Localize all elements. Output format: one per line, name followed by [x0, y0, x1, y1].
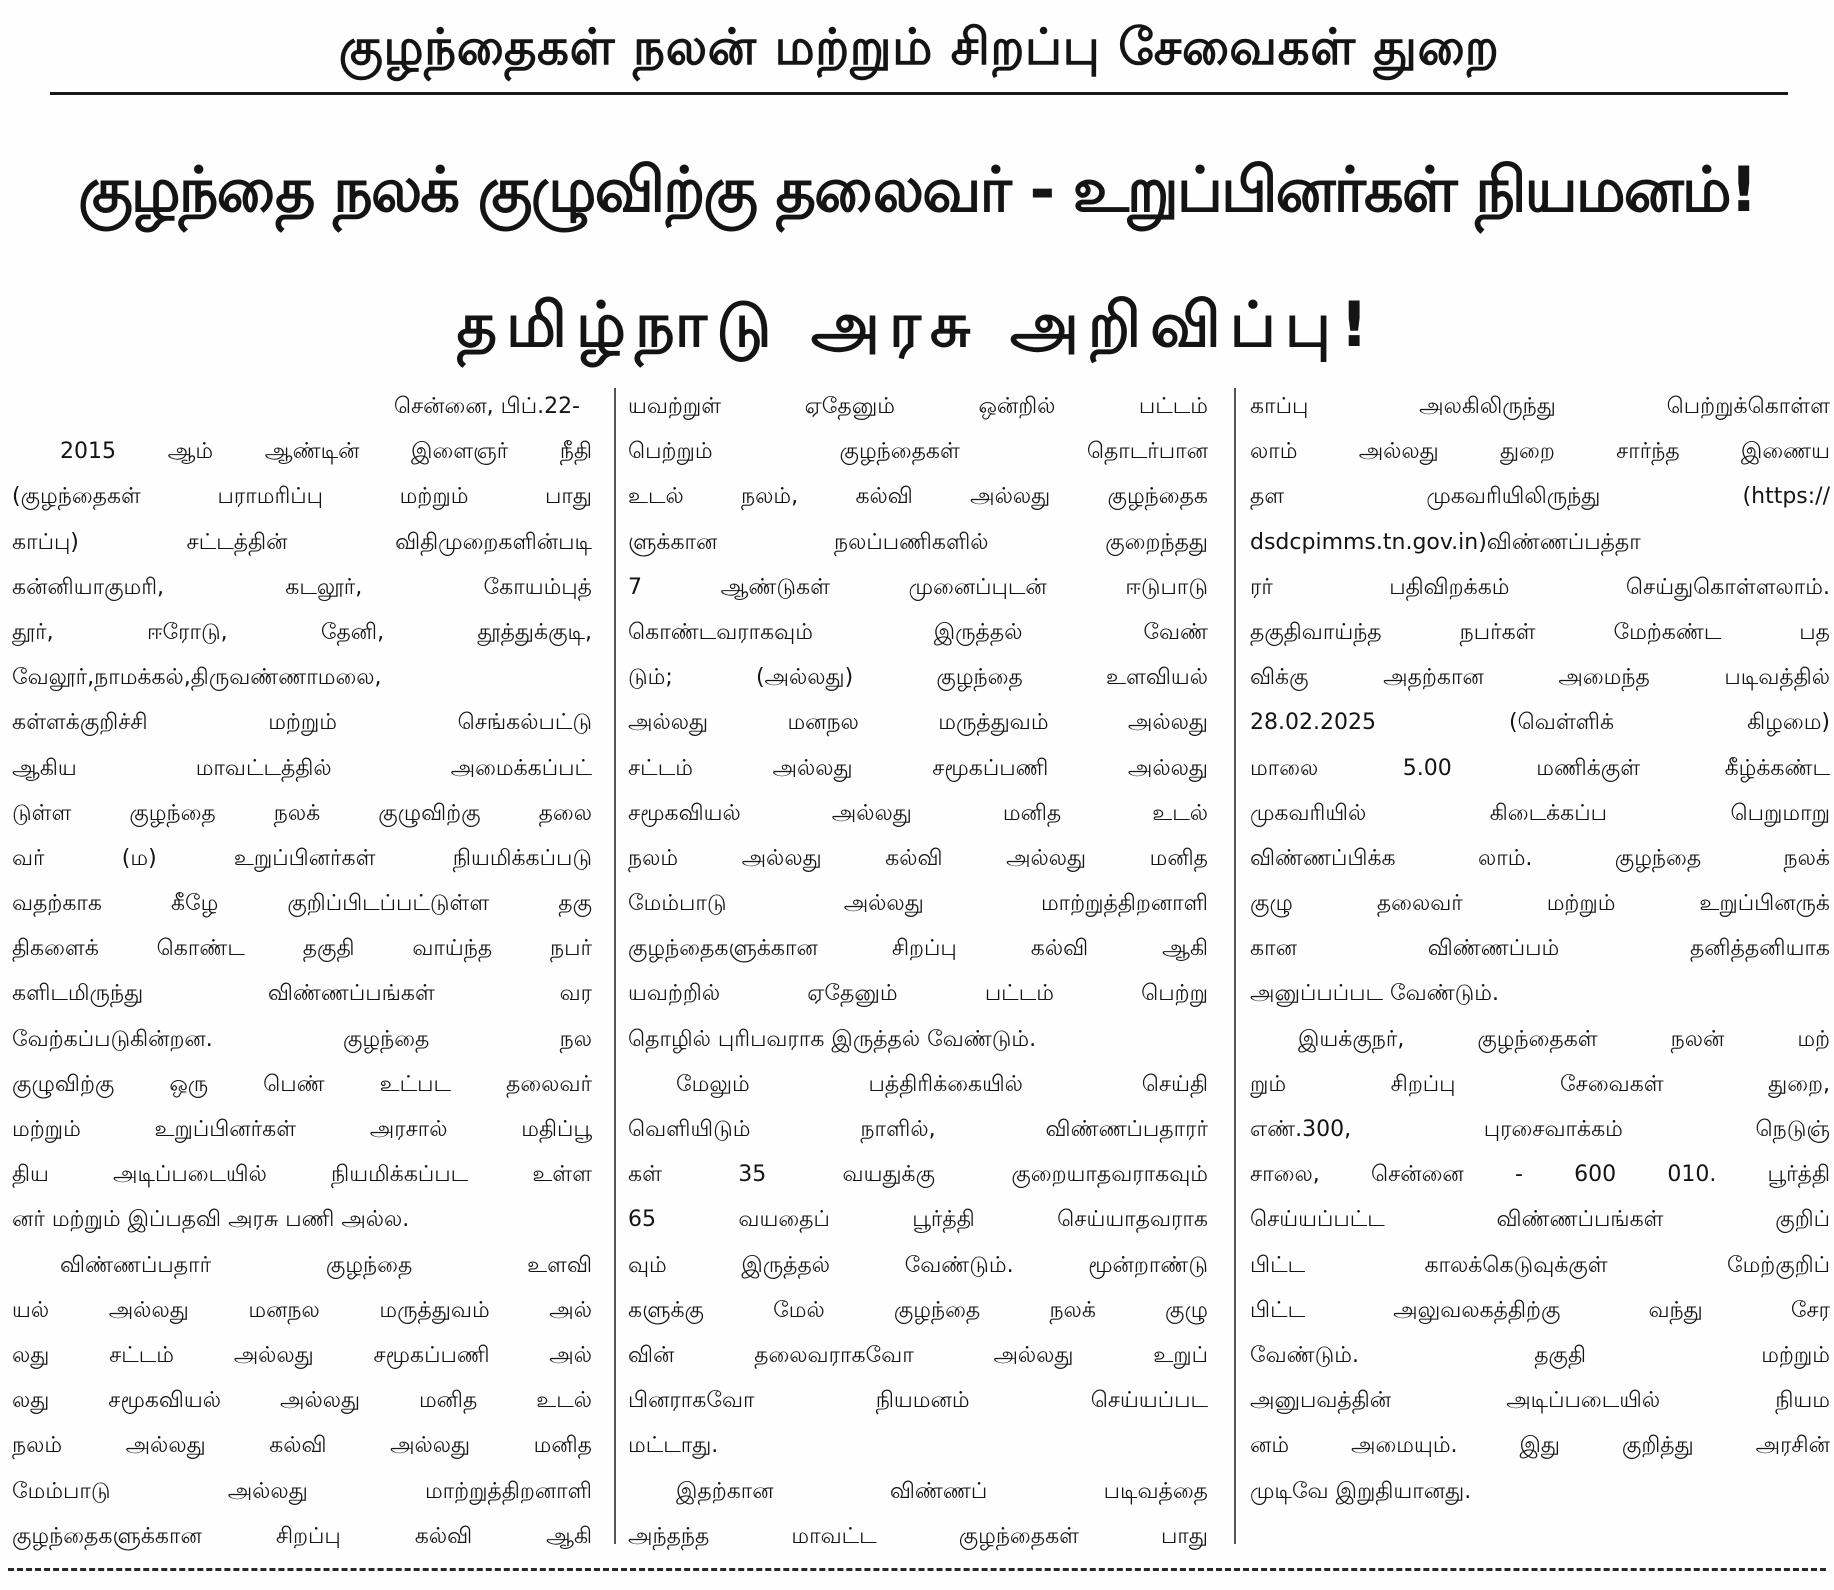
text-line: அனுபவத்தின் அடிப்படையில் நியம: [1250, 1388, 1830, 1414]
text-line: குழு தலைவர் மற்றும் உறுப்பினருக்: [1250, 891, 1830, 917]
text-line: னம் அமையும். இது குறித்து அரசின்: [1250, 1433, 1830, 1459]
sub-headline: தமிழ்நாடு அரசு அறிவிப்பு!: [456, 288, 1378, 361]
text-line: தூர், ஈரோடு, தேனி, தூத்துக்குடி,: [12, 619, 592, 645]
text-line: மற்றும் உறுப்பினர்கள் அரசால் மதிப்பூ: [12, 1117, 592, 1142]
text-line: வேலூர்,நாமக்கல்,திருவண்ணாமலை,: [12, 665, 382, 691]
text-line: 7 ஆண்டுகள் முனைப்புடன் ஈடுபாடு: [628, 574, 1208, 600]
column-divider: [614, 388, 616, 1544]
text-line: பினராகவோ நியமனம் செய்யப்பட: [628, 1388, 1208, 1414]
bottom-dashed-rule: [8, 1568, 1826, 1571]
text-line: றும் சிறப்பு சேவைகள் துறை,: [1250, 1071, 1830, 1097]
text-line: விண்ணப்பதார் குழந்தை உளவி: [60, 1252, 592, 1278]
text-line: வின் தலைவராகவோ அல்லது உறுப்: [628, 1342, 1208, 1368]
text-line: முகவரியில் கிடைக்கப்ப பெறுமாறு: [1250, 800, 1830, 826]
text-line: நலம் அல்லது கல்வி அல்லது மனித: [12, 1433, 592, 1459]
text-line: கன்னியாகுமரி, கடலூர், கோயம்புத்: [12, 574, 592, 600]
article-column-1: [12, 384, 592, 1554]
text-line: தொழில் புரிபவராக இருத்தல் வேண்டும்.: [628, 1026, 1037, 1052]
text-line: பிட்ட அலுவலகத்திற்கு வந்து சேர: [1250, 1297, 1830, 1323]
text-line: வும் இருத்தல் வேண்டும். மூன்றாண்டு: [628, 1252, 1208, 1278]
text-line: கள் 35 வயதுக்கு குறையாதவராகவும்: [628, 1162, 1208, 1188]
text-line: உடல் நலம், கல்வி அல்லது குழந்தைக: [628, 484, 1208, 510]
text-line: 2015 ஆம் ஆண்டின் இளைஞர் நீதி: [60, 439, 592, 465]
text-line: டும்; (அல்லது) குழந்தை உளவியல்: [628, 665, 1208, 691]
dateline: சென்னை, பிப்.22-: [393, 394, 580, 419]
text-line: மேம்பாடு அல்லது மாற்றுத்திறனாளி: [12, 1478, 592, 1504]
text-line: கான விண்ணப்பம் தனித்தனியாக: [1250, 936, 1830, 962]
text-line: லது சட்டம் அல்லது சமூகப்பணி அல்: [12, 1342, 592, 1368]
text-line: (குழந்தைகள் பராமரிப்பு மற்றும் பாது: [12, 484, 592, 510]
text-line: கொண்டவராகவும் இருத்தல் வேண்: [628, 619, 1208, 645]
text-line: பெற்றும் குழந்தைகள் தொடர்பான: [628, 439, 1208, 465]
text-line: யவற்றுள் ஏதேனும் ஒன்றில் பட்டம்: [628, 394, 1208, 419]
text-line: காப்பு அலகிலிருந்து பெற்றுக்கொள்ள: [1250, 394, 1830, 419]
text-line: செய்யப்பட்ட விண்ணப்பங்கள் குறிப்: [1250, 1207, 1830, 1233]
text-line: டுள்ள குழந்தை நலக் குழுவிற்கு தலை: [12, 800, 592, 826]
text-line: தள முகவரியிலிருந்து (https://: [1250, 484, 1830, 510]
kicker-underline: [50, 92, 1788, 95]
text-line: யல் அல்லது மனநல மருத்துவம் அல்: [12, 1297, 592, 1323]
text-line: ஆகிய மாவட்டத்தில் அமைக்கப்பட்: [12, 755, 592, 781]
text-line: களிடமிருந்து விண்ணப்பங்கள் வர: [12, 981, 592, 1007]
text-line: மட்டாது.: [628, 1433, 719, 1459]
text-line: மேம்பாடு அல்லது மாற்றுத்திறனாளி: [628, 891, 1208, 917]
article-column-2: [628, 384, 1208, 1554]
text-line: அனுப்பப்பட வேண்டும்.: [1250, 981, 1499, 1007]
text-line: குழுவிற்கு ஒரு பெண் உட்பட தலைவர்: [12, 1071, 592, 1097]
text-line: குழந்தைகளுக்கான சிறப்பு கல்வி ஆகி: [628, 936, 1208, 962]
text-line: வதற்காக கீழே குறிப்பிடப்பட்டுள்ள தகு: [12, 891, 592, 917]
text-line: 65 வயதைப் பூர்த்தி செய்யாதவராக: [628, 1207, 1208, 1233]
text-line: விக்கு அதற்கான அமைந்த படிவத்தில்: [1250, 665, 1830, 691]
text-line: வெளியிடும் நாளில், விண்ணப்பதாரர்: [628, 1117, 1208, 1142]
text-line: வர் (ம) உறுப்பினர்கள் நியமிக்கப்படு: [12, 845, 592, 871]
text-line: மேலும் பத்திரிக்கையில் செய்தி: [676, 1071, 1208, 1097]
text-line: இதற்கான விண்ணப் படிவத்தை: [676, 1478, 1208, 1504]
text-line: ரர் பதிவிறக்கம் செய்துகொள்ளலாம்.: [1250, 574, 1830, 600]
text-line: இயக்குநர், குழந்தைகள் நலன் மற்: [1298, 1026, 1830, 1052]
text-line: மாலை 5.00 மணிக்குள் கீழ்க்கண்ட: [1250, 755, 1830, 781]
text-line: கள்ளக்குறிச்சி மற்றும் செங்கல்பட்டு: [12, 710, 592, 736]
text-line: லது சமூகவியல் அல்லது மனித உடல்: [12, 1388, 592, 1414]
text-line: னர் மற்றும் இப்பதவி அரசு பணி அல்ல.: [12, 1207, 410, 1233]
text-line: முடிவே இறுதியானது.: [1250, 1478, 1472, 1504]
text-line: லாம் அல்லது துறை சார்ந்த இணைய: [1250, 439, 1830, 465]
text-line: சாலை, சென்னை - 600 010. பூர்த்தி: [1250, 1162, 1830, 1188]
text-line: திகளைக் கொண்ட தகுதி வாய்ந்த நபர்: [12, 936, 592, 962]
text-line: தகுதிவாய்ந்த நபர்கள் மேற்கண்ட பத: [1250, 619, 1830, 645]
text-line: நலம் அல்லது கல்வி அல்லது மனித: [628, 845, 1208, 871]
text-line: குழந்தைகளுக்கான சிறப்பு கல்வி ஆகி: [12, 1523, 592, 1549]
text-line: திய அடிப்படையில் நியமிக்கப்பட உள்ள: [12, 1162, 592, 1188]
text-line: 28.02.2025 (வெள்ளிக் கிழமை): [1250, 710, 1830, 736]
text-line: பிட்ட காலக்கெடுவுக்குள் மேற்குறிப்: [1250, 1252, 1830, 1278]
text-line: காப்பு) சட்டத்தின் விதிமுறைகளின்படி: [12, 529, 592, 555]
text-line: அல்லது மனநல மருத்துவம் அல்லது: [628, 710, 1208, 736]
text-line: சமூகவியல் அல்லது மனித உடல்: [628, 800, 1208, 826]
text-line: சட்டம் அல்லது சமூகப்பணி அல்லது: [628, 755, 1208, 781]
department-kicker: குழந்தைகள் நலன் மற்றும் சிறப்பு சேவைகள் துறை: [338, 18, 1500, 76]
text-line: dsdcpimms.tn.gov.in)விண்ணப்பத்தா: [1250, 529, 1641, 555]
text-line: எண்.300, புரசைவாக்கம் நெடுஞ்: [1250, 1117, 1830, 1142]
text-line: யவற்றில் ஏதேனும் பட்டம் பெற்று: [628, 981, 1208, 1007]
text-line: விண்ணப்பிக்க லாம். குழந்தை நலக்: [1250, 845, 1830, 871]
text-line: ளுக்கான நலப்பணிகளில் குறைந்தது: [628, 529, 1208, 555]
article-column-3: [1250, 384, 1830, 1554]
text-line: வேண்டும். தகுதி மற்றும்: [1250, 1342, 1830, 1368]
text-line: களுக்கு மேல் குழந்தை நலக் குழு: [628, 1297, 1208, 1323]
main-headline: குழந்தை நலக் குழுவிற்கு தலைவர் - உறுப்பினர்கள் நியமனம்!: [78, 153, 1756, 226]
text-line: அந்தந்த மாவட்ட குழந்தைகள் பாது: [628, 1523, 1208, 1549]
text-line: வேற்கப்படுகின்றன. குழந்தை நல: [12, 1026, 592, 1052]
column-divider: [1234, 388, 1236, 1544]
